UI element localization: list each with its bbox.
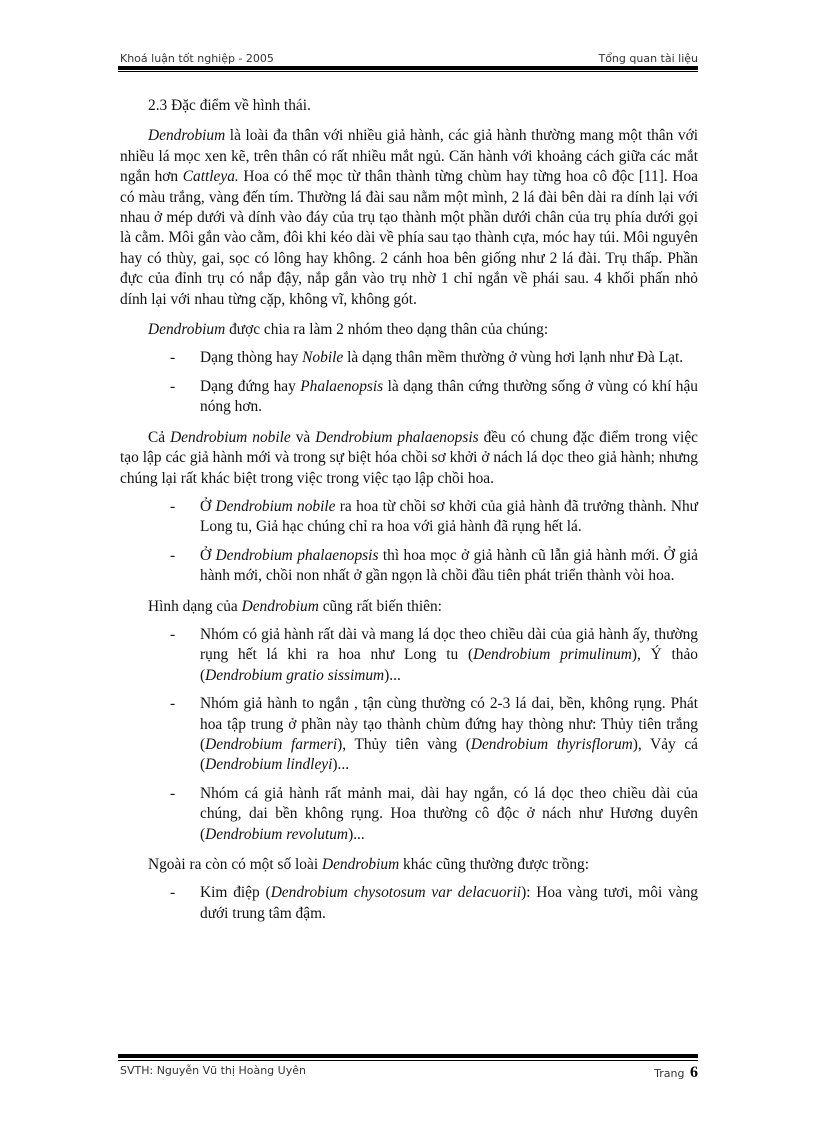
footer-rule [118,1054,698,1058]
header-rule-thin [118,71,698,72]
page-body [120,96,698,934]
paragraph-comparison: Cả Dendrobium nobile và Dendrobium phalaenopsis đều có chung đặc điểm trong việc tạo lập các giả hành mới và trong sự biệt hóa chồi sơ khởi ở nách lá dọc theo giả hành; nhưng chúng lại rất khác biệt trong việc trong việc tạo lập chồi hoa. [120,428,698,487]
bullet-dash: - [170,625,176,643]
bullet-dash: - [170,377,176,395]
footer-rule-thin [118,1060,698,1061]
italic-term: Dendrobium [148,321,226,339]
header-right-text: Tổng quan tài liệu [598,52,698,65]
page-label: Trang [654,1067,685,1080]
section-heading: 2.3 Đặc điểm về hình thái. [148,97,311,114]
bullet-dash: - [170,546,176,564]
species-list [120,883,698,924]
footer-author: SVTH: Nguyễn Vũ thị Hoàng Uyên [120,1064,306,1077]
header-rule [118,66,698,70]
flowering-list [120,497,698,587]
page-number: 6 [690,1064,698,1081]
list-item: - Nhóm có giả hành rất dài và mang lá dọc theo chiều dài của giả hành ấy, thường rụng hết lá khi ra hoa như Long tu (Dendrobium primulinum), Ý thảo (Dendrobium gratio sissimum)... [170,625,698,684]
paragraph-other-species: Ngoài ra còn có một số loài Dendrobium khác cũng thường được trồng: [148,856,590,873]
stem-type-list [120,348,698,417]
bullet-dash: - [170,884,176,902]
italic-term: Dendrobium [148,127,226,145]
bullet-dash: - [170,349,176,367]
list-item: - Nhóm cá giả hành rất mảnh mai, dài hay ngắn, có lá dọc theo chiều dài của chúng, dai bền không rụng. Hoa thường cô độc ở nách như Hương duyên (Dendrobium revolutum)... [170,784,698,843]
paragraph-text: được chia ra làm 2 nhóm theo dạng thân của chúng: [225,321,549,339]
paragraph-morphology [120,126,698,310]
paragraph-shape-intro: Hình dạng của Dendrobium cũng rất biến thiên: [148,597,442,615]
list-item: - Ở Dendrobium phalaenopsis thì hoa mọc ở giả hành cũ lẫn giả hành mới. Ở giả hành mới, chồi non nhất ở gần ngọn là chồi đầu tiên phát triển thành vòi hoa. [170,546,698,585]
bullet-dash: - [170,497,176,515]
list-item: - Dạng đứng hay Phalaenopsis là dạng thân cứng thường sống ở vùng có khí hậu nóng hơn. [170,377,698,416]
italic-term: Cattleya. [182,168,239,186]
shape-list [120,625,698,845]
bullet-dash: - [170,784,176,802]
list-item: - Kim điệp (Dendrobium chysotosum var delacuorii): Hoa vàng tươi, môi vàng dưới trung tâm đậm. [170,884,698,922]
paragraph-text: là loài đa thân với nhiều giả hành, các giả hành thường mang một thân với nhiều lá mọc xen kẽ, trên thân có rất nhiều mắt ngủ. Căn hành với khoảng cách giữa các mắt ngắn hơn [120,127,698,186]
paragraph-text: Hoa có thể mọc từ thân thành từng chùm hay từng hoa cô độc [11]. Hoa có màu trắng, vàng đến tím. Thường lá đài sau nằm một mình, 2 lá đài bên dài ra dính lại với nhau ở mép dưới và dính vào đáy của trụ tạo thành một phần dưới chân của trụ phía dưới gọi là cằm. Môi gắn vào cằm, đôi khi kéo dài về phía sau tạo thành cựa, móc hay túi. Môi nguyên hay có thùy, gai, sọc có lông hay không. 2 cánh hoa bên giống như 2 lá đài. Trụ thấp. Phần đực của đỉnh trụ có nắp đậy, nắp gắn vào trụ nhờ 1 chỉ ngắn về phái sau. 4 khối phấn nhỏ dính lại với nhau từng cặp, không vĩ, không gót. [120,168,698,308]
bullet-dash: - [170,695,176,713]
footer-page [654,1064,698,1082]
paragraph-groups-intro [120,320,698,340]
list-item: - Dạng thòng hay Nobile là dạng thân mềm thường ở vùng hơi lạnh như Đà Lạt. [120,348,698,368]
header-left-text: Khoá luận tốt nghiệp - 2005 [120,52,274,65]
list-item: - Ở Dendrobium nobile ra hoa từ chồi sơ khởi của giả hành đã trưởng thành. Như Long tu, Giả hạc chúng chỉ ra hoa với giả hành đã rụng hết lá. [170,497,698,536]
list-item: - Nhóm giả hành to ngắn , tận cùng thường có 2-3 lá dai, bền, không rụng. Phát hoa tập trung ở phần này tạo thành chùm đứng hay thòng như: Thủy tiên trắng (Dendrobium farmeri), Thủy tiên vàng (Dendrobium thyrisflorum), Vảy cá (Dendrobium lindleyi)... [170,695,698,774]
